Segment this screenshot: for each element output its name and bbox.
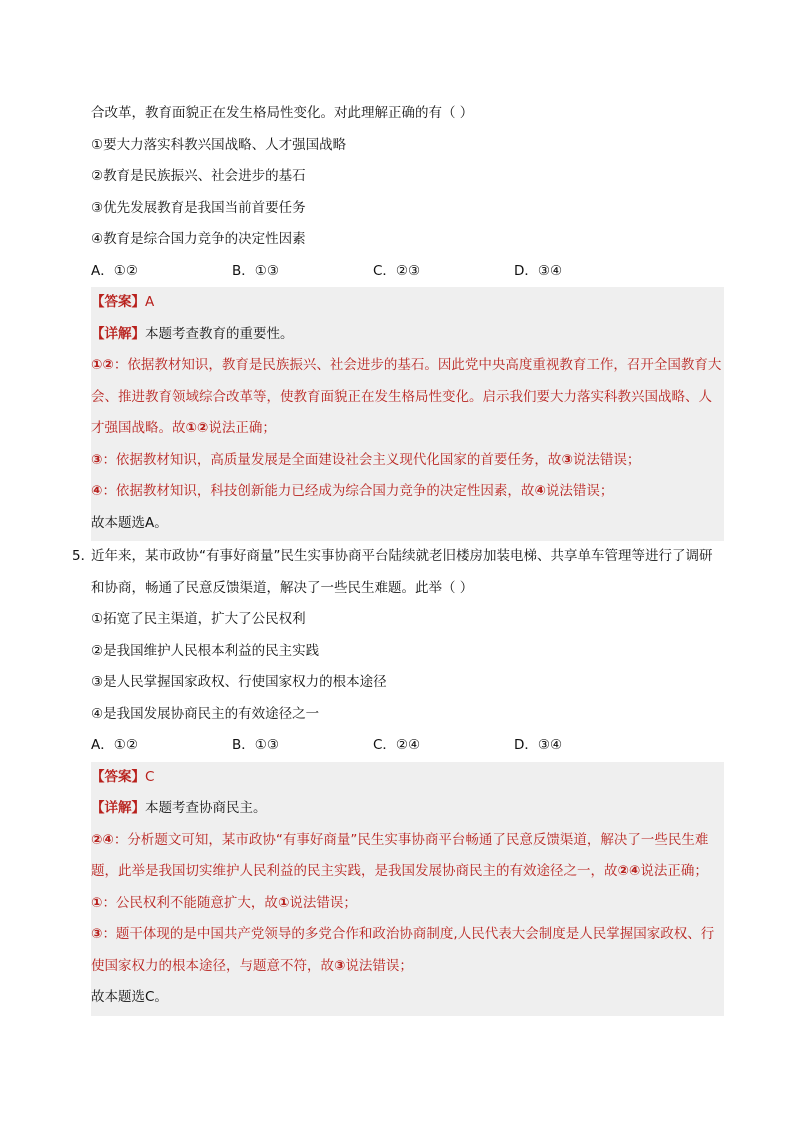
analysis-tag: ③ bbox=[91, 451, 103, 468]
q4-item-4: ④教育是综合国力竞争的决定性因素 bbox=[91, 231, 306, 247]
q4-solution-box bbox=[91, 287, 724, 541]
answer-label: 【答案】 bbox=[91, 768, 145, 785]
analysis-text: 说法错误； bbox=[289, 894, 357, 911]
q5-stem bbox=[72, 541, 724, 604]
q5-analysis-2 bbox=[91, 888, 724, 920]
analysis-text: ：公民权利不能随意扩大，故 bbox=[102, 894, 278, 911]
q5-solution-box bbox=[91, 762, 724, 1016]
q5-item-2: ②是我国维护人民根本利益的民主实践 bbox=[91, 642, 320, 659]
q5-option-a: A．①② bbox=[91, 737, 138, 753]
analysis-text: 说法正确； bbox=[640, 863, 708, 879]
answer-value: C bbox=[145, 768, 155, 785]
analysis-tag: ④ bbox=[534, 483, 546, 499]
analysis-text: ：题干体现的是中国共产党领导的多党合作和政治协商制度,人民代表大会制度是人民掌握国家政权、行使国家权力的根本途径，与题意不符，故 bbox=[91, 926, 715, 974]
q5-options bbox=[91, 730, 724, 762]
analysis-text: 说法错误； bbox=[545, 483, 614, 499]
q4-option-a: A．①② bbox=[91, 262, 138, 279]
q4-item-1: ①要大力落实科教兴国战略、人才强国战略 bbox=[91, 136, 347, 153]
q5-stem-text: 近年来，某市政协“有事好商量”民生实事协商平台陆续就老旧楼房加装电梯、共享单车管理等进行了调研和协商，畅通了民意反馈渠道，解决了一些民生难题。此举（ ） bbox=[91, 548, 713, 596]
q4-analysis-1 bbox=[91, 350, 724, 445]
q5-option-d: D．③④ bbox=[514, 737, 563, 753]
q4-option-c: C．②③ bbox=[373, 262, 421, 279]
detail-text: 本题考查教育的重要性。 bbox=[145, 325, 294, 342]
analysis-tag: ②④ bbox=[617, 863, 641, 879]
q4-conclusion: 故本题选A。 bbox=[91, 514, 168, 531]
q5-number: 5． bbox=[72, 548, 95, 564]
q4-analysis-2 bbox=[91, 445, 724, 477]
analysis-tag: ③ bbox=[561, 451, 573, 468]
detail-text: 本题考查协商民主。 bbox=[145, 800, 267, 816]
q4-analysis-3 bbox=[91, 476, 724, 508]
analysis-tag: ②④ bbox=[91, 831, 114, 848]
answer-label: 【答案】 bbox=[91, 294, 145, 310]
q4-options bbox=[91, 256, 724, 288]
detail-label: 【详解】 bbox=[91, 800, 145, 816]
detail-label: 【详解】 bbox=[91, 325, 145, 342]
q5-answer bbox=[91, 762, 724, 794]
q4-item-3: ③优先发展教育是我国当前首要任务 bbox=[91, 199, 306, 216]
q5-conclusion: 故本题选C。 bbox=[91, 989, 168, 1005]
q5-detail bbox=[91, 793, 724, 825]
q5-item-4: ④是我国发展协商民主的有效途径之一 bbox=[91, 705, 320, 722]
q4-answer bbox=[91, 287, 724, 319]
q5-option-c: C．②④ bbox=[373, 737, 421, 753]
analysis-text: 说法正确； bbox=[208, 420, 276, 436]
analysis-text: ：依据教材知识，教育是民族振兴、社会进步的基石。因此党中央高度重视教育工作，召开全国教育大会、推进教育领域综合改革等，使教育面貌正在发生格局性变化。启示我们要大力落实科教兴国战略、人才强国战略。故 bbox=[91, 357, 722, 436]
content-area bbox=[72, 98, 724, 1016]
q5-analysis-3 bbox=[91, 919, 724, 982]
q4-option-b: B．①③ bbox=[232, 262, 279, 279]
q4-detail bbox=[91, 319, 724, 351]
analysis-tag: ① bbox=[277, 894, 290, 911]
q5-option-b: B．①③ bbox=[232, 737, 279, 753]
analysis-text: ：分析题文可知，某市政协“有事好商量”民生实事协商平台畅通了民意反馈渠道，解决了一些民生难题，此举是我国切实维护人民利益的民主实践，是我国发展协商民主的有效途径之一，故 bbox=[91, 831, 709, 879]
analysis-text: ：依据教材知识，高质量发展是全面建设社会主义现代化国家的首要任务，故 bbox=[102, 451, 562, 468]
q4-item-2: ②教育是民族振兴、社会进步的基石 bbox=[91, 168, 306, 184]
analysis-tag: ③ bbox=[91, 926, 103, 942]
analysis-text: 说法错误； bbox=[572, 451, 641, 468]
q4-stem: 合改革，教育面貌正在发生格局性变化。对此理解正确的有（ ） bbox=[91, 105, 474, 121]
q5-item-1: ①拓宽了民主渠道，扩大了公民权利 bbox=[91, 611, 306, 627]
analysis-tag: ① bbox=[91, 894, 103, 911]
q5-analysis-1 bbox=[91, 825, 724, 888]
analysis-tag: ④ bbox=[91, 483, 103, 499]
analysis-text: 说法错误； bbox=[345, 957, 413, 974]
q4-option-d: D．③④ bbox=[514, 262, 563, 279]
analysis-tag: ③ bbox=[334, 957, 346, 974]
analysis-tag: ①② bbox=[91, 357, 114, 373]
analysis-tag: ①② bbox=[185, 420, 209, 436]
answer-value: A bbox=[145, 294, 155, 310]
q5-item-3: ③是人民掌握国家政权、行使国家权力的根本途径 bbox=[91, 674, 387, 690]
analysis-text: ：依据教材知识，科技创新能力已经成为综合国力竞争的决定性因素，故 bbox=[102, 483, 535, 499]
